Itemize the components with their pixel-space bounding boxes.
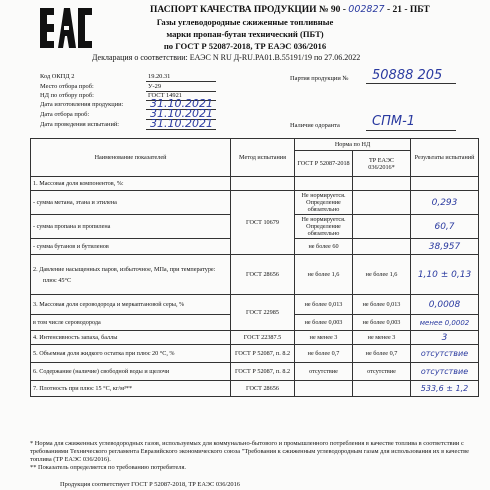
result-value: 1,10 ± 0,13 <box>411 255 479 295</box>
table-row: 5. Объемная доля жидкого остатка при плюс 20 °C, % ГОСТ Р 52087, п. 8.2 не более 0,7 не более 0,7 отсутствие <box>31 345 479 363</box>
odor-label: Наличие одоранта <box>290 122 340 129</box>
table-row: 7. Плотность при плюс 15 °C, кг/м³** ГОСТ 28656 533,6 ± 1,2 <box>31 381 479 397</box>
result-value: 533,6 ± 1,2 <box>411 381 479 397</box>
prod-date-label: Дата изготовления продукции: <box>40 101 124 108</box>
batch-value: 50888 205 <box>372 68 443 83</box>
result-value: 38,957 <box>411 239 479 255</box>
declaration: Декларация о соответствии: ЕАЭС N RU Д-RU.PA01.B.55191/19 по 27.06.2022 <box>92 53 361 62</box>
sample-date-label: Дата отбора проб: <box>40 111 90 118</box>
document-title: ПАСПОРТ КАЧЕСТВА ПРОДУКЦИИ № 90 - 002827 - 21 - ПБТ <box>150 4 430 15</box>
result-value: 0,293 <box>411 191 479 215</box>
table-row: 1. Массовая доля компонентов, %: <box>31 177 479 191</box>
odor-value: СПМ-1 <box>372 114 416 129</box>
place-value: У-29 <box>148 83 162 90</box>
table-row: 3. Массовая доля сероводорода и меркаптановой серы, % ГОСТ 22985 не более 0,013 не более 0,013 0,0008 <box>31 295 479 315</box>
table-row: 6. Содержание (наличие) свободной воды и щелочи ГОСТ Р 52087, п. 8.2 отсутствие отсутствие отсутствие <box>31 363 479 381</box>
place-label: Место отбора проб: <box>40 83 94 90</box>
table-row: - сумма бутанов и бутиленов не более 60 38,957 <box>31 239 479 255</box>
okpd-label: Код ОКПД 2 <box>40 73 75 80</box>
header-tr: ТР ЕАЭС 036/2016* <box>353 151 411 177</box>
result-value: отсутствие <box>411 345 479 363</box>
nd-value: ГОСТ 14921 <box>148 92 182 99</box>
product-line-2: марки пропан-бутан технический (ПБТ) <box>166 29 324 39</box>
batch-label: Партия продукции № <box>290 75 349 82</box>
nd-label: НД по отбору проб: <box>40 92 94 99</box>
conformity-statement: Продукция соответствует ГОСТ Р 52087-2018, ТР ЕАЭС 036/2016 <box>60 481 241 488</box>
okpd-value: 19.20.31 <box>148 73 171 80</box>
table-row: 4. Интенсивность запаха, баллы ГОСТ 22387.5 не менее 3 не менее 3 3 <box>31 331 479 345</box>
result-value: 60,7 <box>411 215 479 239</box>
passport-number: 002827 <box>348 4 385 15</box>
table-row: - сумма пропана и пропилена Не нормируется. Определение обязательно 60,7 <box>31 215 479 239</box>
header-result: Результаты испытаний <box>411 139 479 177</box>
result-value: 0,0008 <box>411 295 479 315</box>
product-line-1: Газы углеводородные сжиженные топливные <box>156 17 334 27</box>
table-row: 2. Давление насыщенных паров, избыточное, МПа, при температуре: плюс 45°C ГОСТ 28656 не более 1,6 не более 1,6 1,10 ± 0,13 <box>31 255 479 295</box>
result-value: менее 0,0002 <box>411 315 479 331</box>
test-date-label: Дата проведения испытаний: <box>40 121 120 128</box>
test-date-value: 31.10.2021 <box>150 117 213 130</box>
header-method: Метод испытания <box>231 139 295 177</box>
table-row: - сумма метана, этана и этилена ГОСТ 10679 Не нормируется. Определение обязательно 0,293 <box>31 191 479 215</box>
quality-table <box>30 138 479 397</box>
product-line-3: по ГОСТ Р 52087-2018, ТР ЕАЭС 036/2016 <box>163 41 327 51</box>
result-value: отсутствие <box>411 363 479 381</box>
prod-date-value: 31.10.2021 <box>150 97 213 110</box>
header-norm: Норма по НД <box>295 139 411 151</box>
footnote: * Норма для сжиженных углеводородных газов, используемых для коммунально-бытового и промышленного потребления в качестве топлива в соответствии с требованиями Технического регламента Евразийского экономического союза "Требования к сжиженным углеводородным газам для использования их в качестве топлива (ТР ЕАЭС 036/2016). ** Показатель определяется по требованию потребителя. <box>30 440 469 471</box>
header-indicator: Наименование показателей <box>31 139 231 177</box>
header-gost: ГОСТ Р 52087-2018 <box>295 151 353 177</box>
table-row: в том числе сероводорода не более 0,003 не более 0,003 менее 0,0002 <box>31 315 479 331</box>
sample-date-value: 31.10.2021 <box>150 107 213 120</box>
result-value: 3 <box>411 331 479 345</box>
